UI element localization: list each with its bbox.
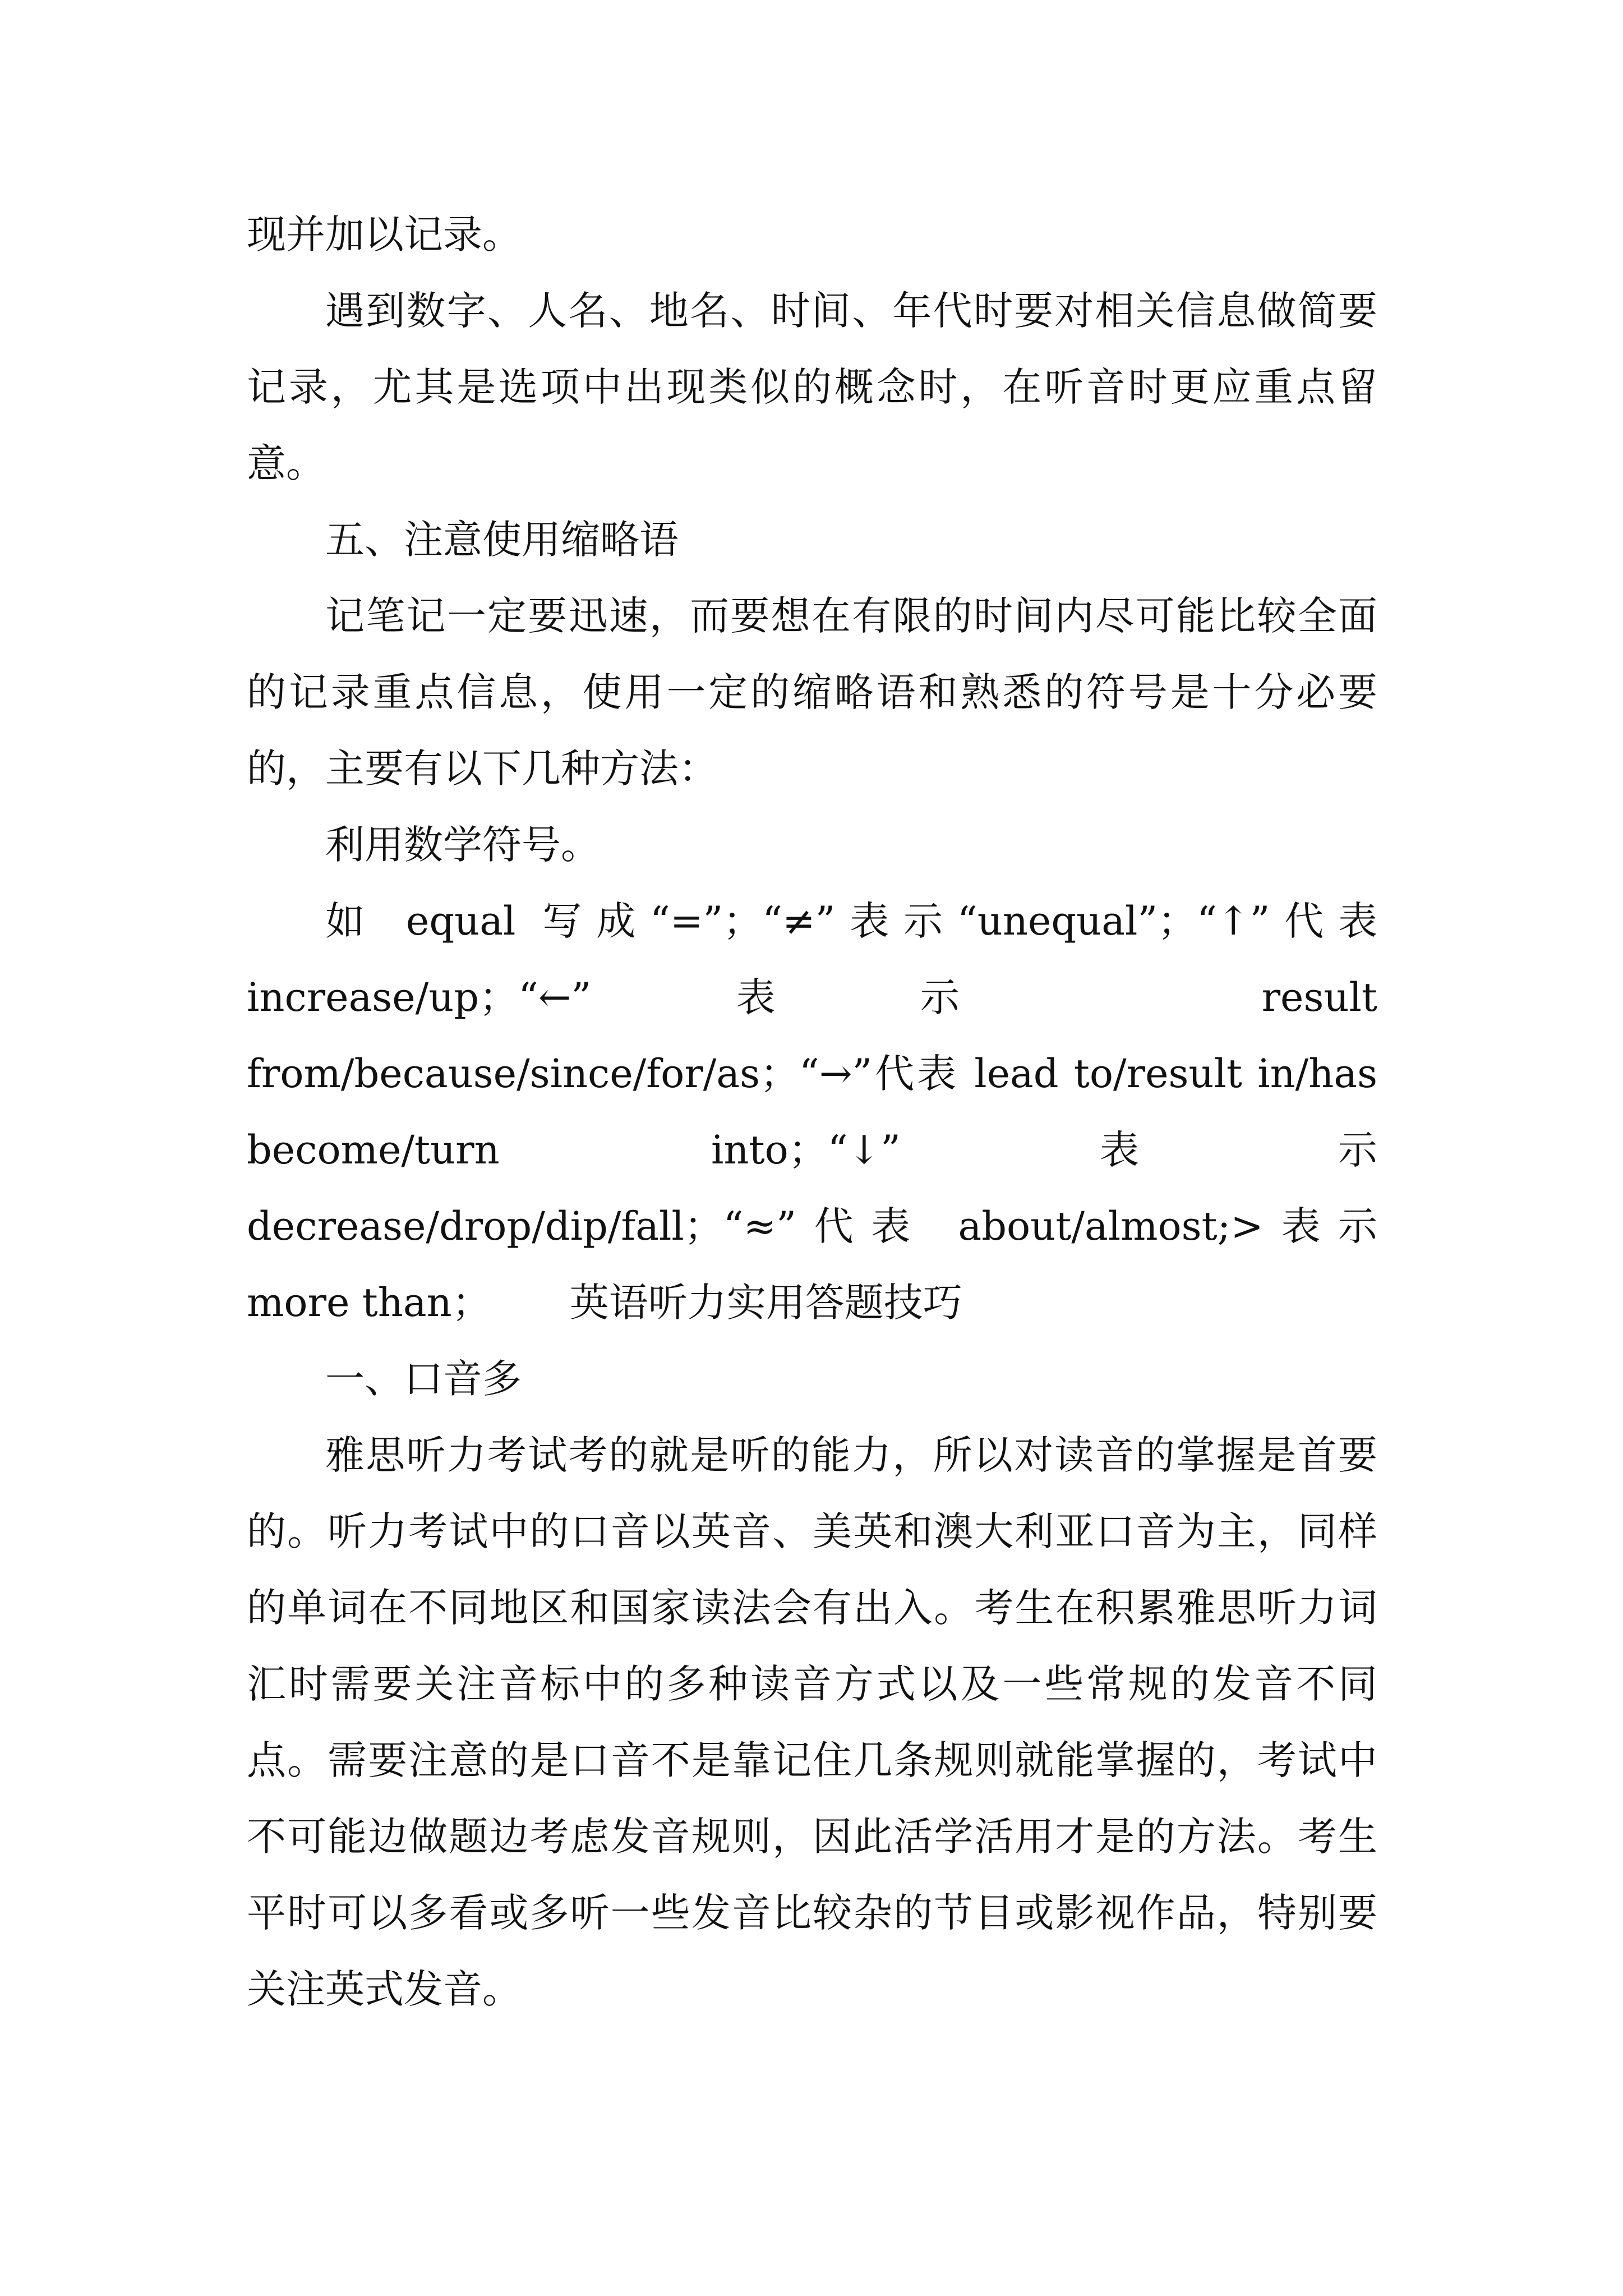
paragraph-record-numbers: 遇到数字、人名、地名、时间、年代时要对相关信息做简要记录，尤其是选项中出现类似的概念时，在听音时更应重点留意。 [247,288,1377,486]
section-title: 英语听力实用答题技巧 [569,1280,962,1326]
paragraph-symbol-list [247,883,1377,1341]
paragraph-math-symbols: 利用数学符号。 [325,822,600,868]
paragraph-note-taking: 记笔记一定要迅速，而要想在有限的时间内尽可能比较全面的记录重点信息，使用一定的缩略语和熟悉的符号是十分必要的，主要有以下几种方法： [247,593,1377,792]
paragraph-continuation: 现并加以记录。 [247,211,522,257]
heading-accents: 一、口音多 [325,1356,522,1402]
heading-abbreviations: 五、注意使用缩略语 [325,517,679,563]
symbol-list-text: 如 equal 写成“=”；“≠”表示“unequal”；“↑”代表 increase/up；“←”表示 result from/because/since/for/as；“→”代表 lead to/result in/has become/turn into；“↓”表示 decrease/drop/dip/fall；“≈”代表 about/almost;>表示 more than； [247,898,1377,1326]
paragraph-accents: 雅思听力考试考的就是听的能力，所以对读音的掌握是首要的。听力考试中的口音以英音、美英和澳大利亚口音为主，同样的单词在不同地区和国家读法会有出入。考生在积累雅思听力词汇时需要关注音标中的多种读音方式以及一些常规的发音不同点。需要注意的是口音不是靠记住几条规则就能掌握的，考试中不可能边做题边考虑发音规则，因此活学活用才是的方法。考生平时可以多看或多听一些发音比较杂的节目或影视作品，特别要关注英式发音。 [247,1432,1377,2012]
document-body [247,196,1377,2027]
